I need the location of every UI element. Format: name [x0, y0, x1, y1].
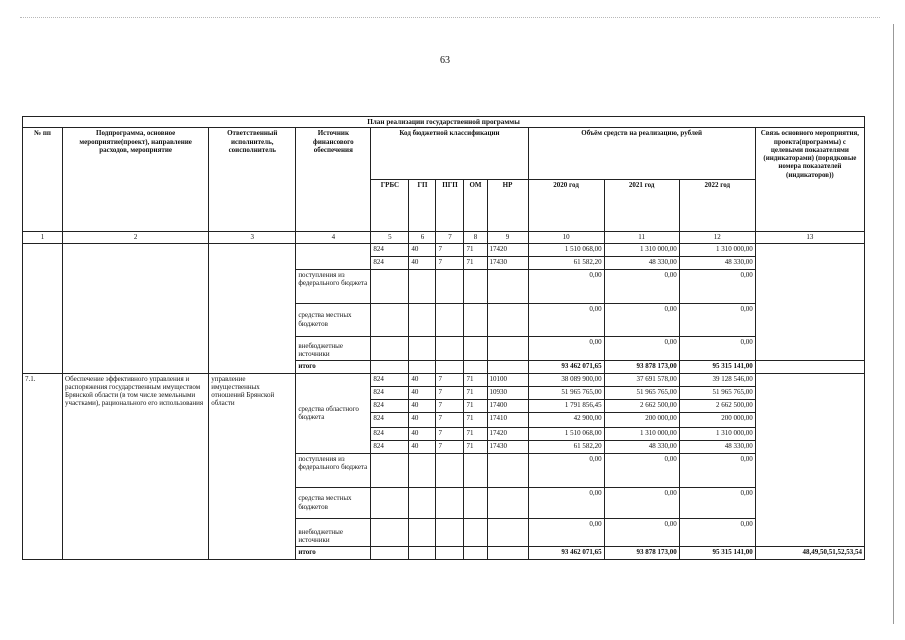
cell-grbs [371, 360, 409, 373]
cell-om [464, 269, 487, 303]
cell-grbs: 824 [371, 440, 409, 453]
header-nr: НР [487, 180, 528, 232]
scan-margin-line [893, 24, 894, 624]
cell-grbs [371, 487, 409, 518]
cell-nr: 17420 [487, 243, 528, 256]
cell-gp [409, 518, 436, 546]
cell-grbs: 824 [371, 256, 409, 269]
cell-total-2022: 95 315 141,00 [679, 360, 755, 373]
cell-pgp [436, 360, 464, 373]
cell-nr: 10930 [487, 386, 528, 399]
table-row [23, 373, 865, 386]
cell-gp: 40 [409, 256, 436, 269]
cell-2022: 200 000,00 [679, 412, 755, 427]
cell-2021: 0,00 [604, 303, 679, 336]
cell-2021: 1 310 000,00 [604, 427, 679, 440]
cell-source [296, 243, 371, 269]
cell-2021: 48 330,00 [604, 440, 679, 453]
cell-pgp: 7 [436, 373, 464, 386]
cell-2020: 1 791 856,45 [528, 399, 604, 412]
cell-pgp: 7 [436, 243, 464, 256]
cell-indicator-links: 48,49,50,51,52,53,54 [755, 546, 864, 559]
cell-nr: 10100 [487, 373, 528, 386]
cell-grbs: 824 [371, 373, 409, 386]
cell-om: 71 [464, 256, 487, 269]
cell-pgp [436, 518, 464, 546]
cell-nr [487, 546, 528, 559]
cell-2020: 0,00 [528, 336, 604, 360]
cell-gp: 40 [409, 373, 436, 386]
cell-om [464, 360, 487, 373]
cell-gp [409, 360, 436, 373]
cell-nr [487, 360, 528, 373]
col-number: 4 [296, 232, 371, 243]
col-number: 10 [528, 232, 604, 243]
page-number: 63 [440, 55, 450, 66]
cell-nr: 17420 [487, 427, 528, 440]
cell-executor: управление имущественных отношений Брянской области [209, 373, 296, 559]
cell-gp [409, 336, 436, 360]
header-executor: Ответственный исполнитель, соисполнитель [209, 128, 296, 232]
cell-pgp [436, 487, 464, 518]
cell-nr [487, 487, 528, 518]
cell-gp: 40 [409, 427, 436, 440]
col-number: 5 [371, 232, 409, 243]
cell-2022: 0,00 [679, 269, 755, 303]
cell-source: поступления из федерального бюджета [296, 453, 371, 487]
cell-2020: 0,00 [528, 487, 604, 518]
cell-total-2022: 95 315 141,00 [679, 546, 755, 559]
cell-total-2021: 93 878 173,00 [604, 546, 679, 559]
col-number: 3 [209, 232, 296, 243]
cell-source: поступления из федерального бюджета [296, 269, 371, 303]
cell-2020: 1 510 068,00 [528, 427, 604, 440]
cell-num: 7.1. [23, 373, 63, 559]
cell-link [755, 243, 864, 360]
cell-source: средства местных бюджетов [296, 487, 371, 518]
header-funds: Объём средств на реализацию, рублей [528, 128, 755, 180]
cell-source: внебюджетные источники [296, 336, 371, 360]
cell-om: 71 [464, 427, 487, 440]
header-source: Источник финансового обеспечения [296, 128, 371, 232]
cell-om [464, 518, 487, 546]
cell-nr [487, 518, 528, 546]
cell-grbs [371, 269, 409, 303]
cell-total-2021: 93 878 173,00 [604, 360, 679, 373]
header-year-2022: 2022 год [679, 180, 755, 232]
header-budget-code: Код бюджетной классификации [371, 128, 528, 180]
cell-2020: 42 900,00 [528, 412, 604, 427]
col-number: 12 [679, 232, 755, 243]
cell-2020: 38 089 900,00 [528, 373, 604, 386]
cell-2020: 0,00 [528, 453, 604, 487]
header-om: ОМ [464, 180, 487, 232]
cell-2021: 200 000,00 [604, 412, 679, 427]
cell-2020: 51 965 765,00 [528, 386, 604, 399]
cell-grbs: 824 [371, 412, 409, 427]
cell-program [63, 243, 209, 373]
cell-2021: 51 965 765,00 [604, 386, 679, 399]
cell-gp [409, 546, 436, 559]
cell-num [23, 243, 63, 373]
header-pgp: ПГП [436, 180, 464, 232]
cell-2021: 0,00 [604, 269, 679, 303]
cell-nr [487, 269, 528, 303]
cell-gp [409, 269, 436, 303]
cell-2021: 0,00 [604, 487, 679, 518]
cell-nr [487, 303, 528, 336]
cell-grbs [371, 518, 409, 546]
header-gp: ГП [409, 180, 436, 232]
cell-total-2020: 93 462 071,65 [528, 546, 604, 559]
cell-source: средства местных бюджетов [296, 303, 371, 336]
cell-grbs [371, 336, 409, 360]
cell-2022: 39 128 546,00 [679, 373, 755, 386]
cell-2020: 61 582,20 [528, 256, 604, 269]
header-year-2020: 2020 год [528, 180, 604, 232]
cell-grbs: 824 [371, 399, 409, 412]
cell-om: 71 [464, 399, 487, 412]
scan-edge-line [20, 17, 880, 18]
cell-om [464, 336, 487, 360]
cell-total-label: итого [296, 360, 371, 373]
cell-grbs [371, 303, 409, 336]
cell-2022: 0,00 [679, 453, 755, 487]
cell-gp [409, 487, 436, 518]
cell-2022: 2 662 500,00 [679, 399, 755, 412]
cell-link [755, 360, 864, 373]
cell-program: Обеспечение эффективного управления и распоряжения государственным имуществом Брянской области (в том числе земельными участками), рационального его использования [63, 373, 209, 559]
table-row [23, 243, 865, 256]
cell-pgp: 7 [436, 412, 464, 427]
cell-pgp: 7 [436, 440, 464, 453]
cell-2022: 0,00 [679, 518, 755, 546]
cell-pgp: 7 [436, 386, 464, 399]
cell-2021: 0,00 [604, 336, 679, 360]
program-plan-table [22, 116, 865, 560]
cell-nr: 17410 [487, 412, 528, 427]
col-number: 13 [755, 232, 864, 243]
cell-grbs: 824 [371, 427, 409, 440]
cell-om: 71 [464, 243, 487, 256]
col-number: 6 [409, 232, 436, 243]
cell-2022: 48 330,00 [679, 256, 755, 269]
header-num: № пп [23, 128, 63, 232]
cell-link [755, 373, 864, 546]
cell-om [464, 303, 487, 336]
cell-grbs [371, 453, 409, 487]
cell-pgp [436, 269, 464, 303]
cell-nr [487, 453, 528, 487]
cell-om: 71 [464, 386, 487, 399]
col-number: 9 [487, 232, 528, 243]
cell-gp: 40 [409, 386, 436, 399]
cell-2022: 0,00 [679, 303, 755, 336]
cell-2020: 0,00 [528, 269, 604, 303]
cell-2020: 61 582,20 [528, 440, 604, 453]
col-number: 11 [604, 232, 679, 243]
cell-2021: 37 691 578,00 [604, 373, 679, 386]
cell-total-label: итого [296, 546, 371, 559]
cell-2022: 0,00 [679, 487, 755, 518]
header-program: Подпрограмма, основное мероприятие(проект), направление расходов, мероприятие [63, 128, 209, 232]
table-title: План реализации государственной программы [23, 117, 865, 128]
cell-gp [409, 453, 436, 487]
cell-pgp: 7 [436, 427, 464, 440]
cell-2021: 0,00 [604, 518, 679, 546]
cell-om [464, 546, 487, 559]
cell-grbs: 824 [371, 243, 409, 256]
col-number: 8 [464, 232, 487, 243]
header-year-2021: 2021 год [604, 180, 679, 232]
cell-om: 71 [464, 440, 487, 453]
cell-nr [487, 336, 528, 360]
cell-2020: 0,00 [528, 518, 604, 546]
cell-om [464, 487, 487, 518]
cell-om [464, 453, 487, 487]
cell-2021: 48 330,00 [604, 256, 679, 269]
cell-pgp [436, 453, 464, 487]
cell-total-2020: 93 462 071,65 [528, 360, 604, 373]
cell-pgp [436, 336, 464, 360]
cell-2020: 1 510 068,00 [528, 243, 604, 256]
cell-gp: 40 [409, 440, 436, 453]
header-grbs: ГРБС [371, 180, 409, 232]
col-number: 7 [436, 232, 464, 243]
cell-2022: 48 330,00 [679, 440, 755, 453]
cell-nr: 17400 [487, 399, 528, 412]
cell-source: средства областного бюджета [296, 373, 371, 453]
cell-pgp [436, 546, 464, 559]
cell-grbs [371, 546, 409, 559]
cell-gp [409, 303, 436, 336]
cell-grbs: 824 [371, 386, 409, 399]
cell-nr: 17430 [487, 440, 528, 453]
cell-pgp: 7 [436, 256, 464, 269]
cell-2022: 1 310 000,00 [679, 243, 755, 256]
col-number: 2 [63, 232, 209, 243]
cell-om: 71 [464, 412, 487, 427]
cell-source: внебюджетные источники [296, 518, 371, 546]
cell-2021: 1 310 000,00 [604, 243, 679, 256]
cell-gp: 40 [409, 412, 436, 427]
cell-2022: 1 310 000,00 [679, 427, 755, 440]
cell-nr: 17430 [487, 256, 528, 269]
cell-2022: 0,00 [679, 336, 755, 360]
cell-executor [209, 243, 296, 373]
cell-2021: 0,00 [604, 453, 679, 487]
col-number: 1 [23, 232, 63, 243]
cell-2022: 51 965 765,00 [679, 386, 755, 399]
column-numbers-row [23, 232, 865, 243]
cell-gp: 40 [409, 243, 436, 256]
cell-2020: 0,00 [528, 303, 604, 336]
cell-pgp: 7 [436, 399, 464, 412]
cell-gp: 40 [409, 399, 436, 412]
header-link: Связь основного мероприятия, проекта(программы) с целевыми показателями (индикаторами) (порядковые номера показателей (индикаторов)) [755, 128, 864, 232]
cell-pgp [436, 303, 464, 336]
cell-2021: 2 662 500,00 [604, 399, 679, 412]
cell-om: 71 [464, 373, 487, 386]
